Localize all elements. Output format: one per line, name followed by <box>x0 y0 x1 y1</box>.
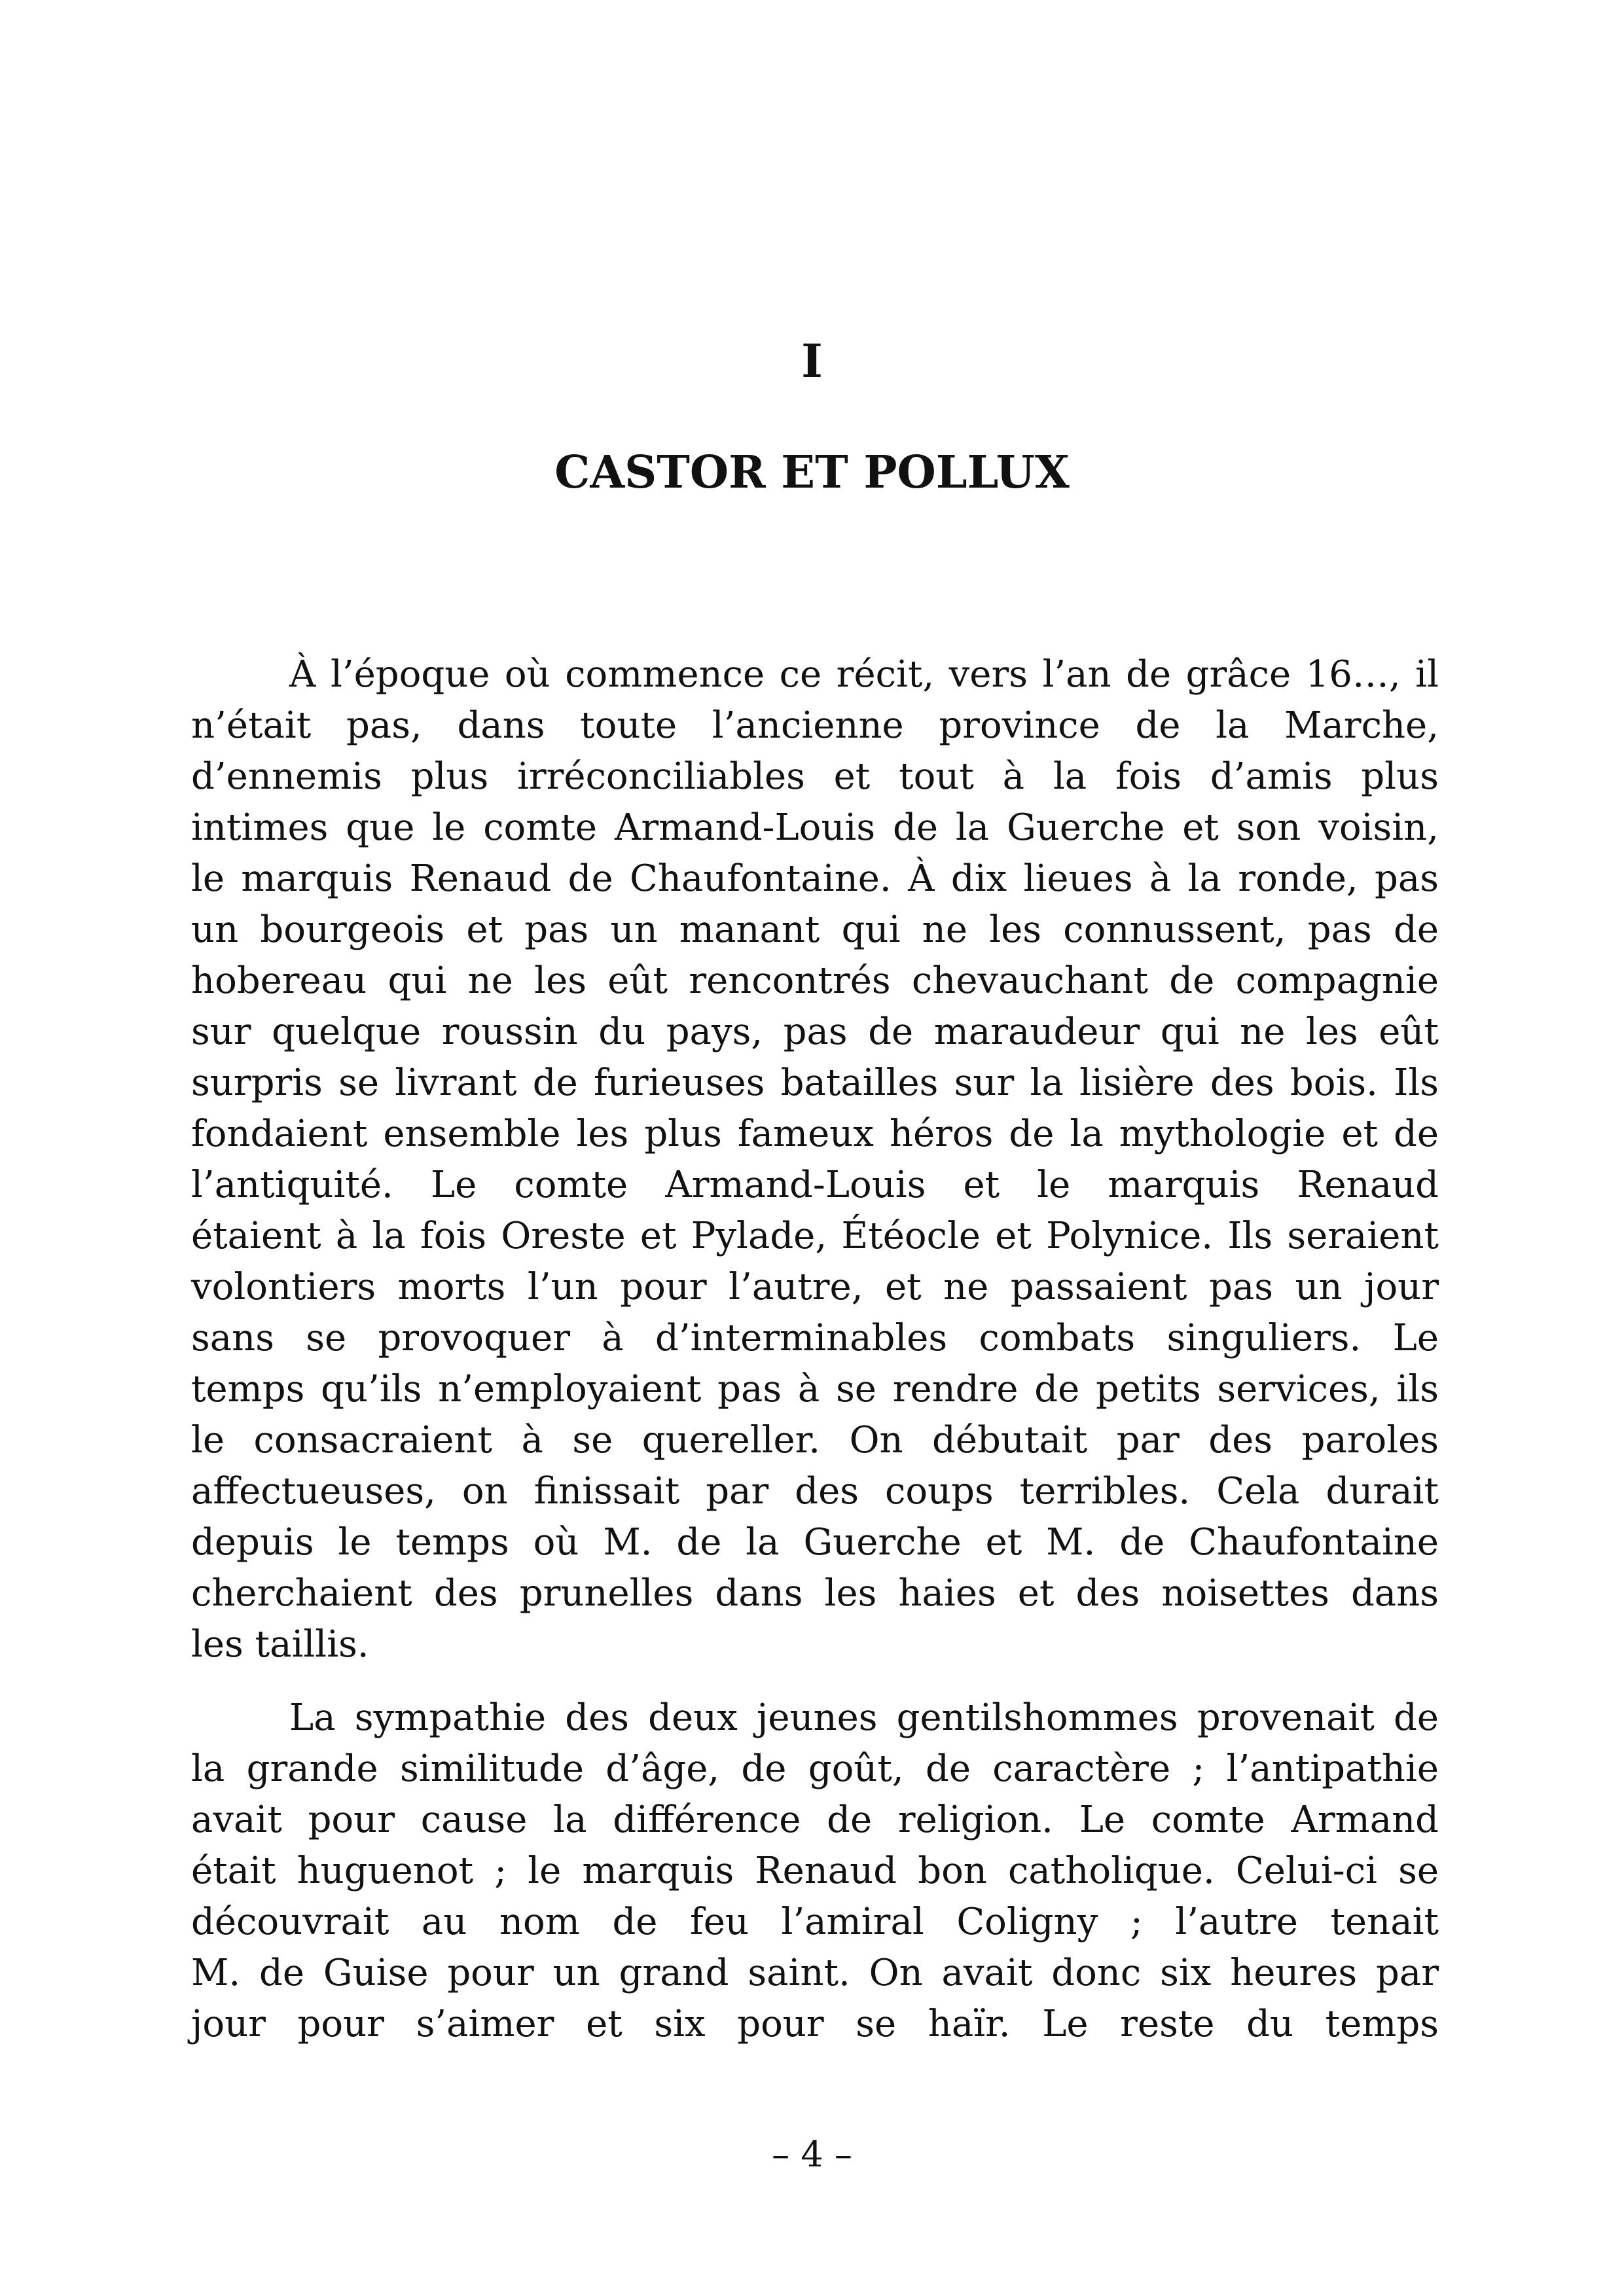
text-line: volontiers morts l’un pour l’autre, et ne passaient pas un jour <box>191 1266 1439 1308</box>
paragraph-1 <box>191 649 1439 1670</box>
text-line: le consacraient à se quereller. On débutait par des paroles <box>191 1419 1439 1462</box>
text-line: avait pour cause la différence de religion. Le comte Armand <box>191 1799 1439 1841</box>
text-line: la grande similitude d’âge, de goût, de caractère ; l’antipathie <box>191 1748 1439 1790</box>
text-line: temps qu’ils n’employaient pas à se rendre de petits services, ils <box>191 1368 1439 1410</box>
text-line: La sympathie des deux jeunes gentilshommes provenait de <box>289 1696 1439 1739</box>
text-line: étaient à la fois Oreste et Pylade, Étéocle et Polynice. Ils seraient <box>191 1215 1439 1257</box>
chapter-title: CASTOR ET POLLUX <box>554 446 1070 499</box>
text-line: un bourgeois et pas un manant qui ne les connussent, pas de <box>191 908 1439 951</box>
text-line: sur quelque roussin du pays, pas de maraudeur qui ne les eût <box>191 1011 1439 1053</box>
text-line: M. de Guise pour un grand saint. On avait donc six heures par <box>191 1952 1439 1994</box>
text-line: n’était pas, dans toute l’ancienne province de la Marche, <box>191 704 1439 747</box>
chapter-number: I <box>801 334 823 388</box>
text-line: À l’époque où commence ce récit, vers l’an de grâce 16…, il <box>289 653 1439 696</box>
text-line: était huguenot ; le marquis Renaud bon catholique. Celui-ci se <box>191 1850 1439 1892</box>
text-line: le marquis Renaud de Chaufontaine. À dix lieues à la ronde, pas <box>191 857 1439 900</box>
text-line: découvrait au nom de feu l’amiral Coligny ; l’autre tenait <box>191 1901 1439 1943</box>
text-line: affectueuses, on finissait par des coups terribles. Cela durait <box>191 1470 1439 1513</box>
paragraph-2 <box>191 1693 1439 2050</box>
text-line: jour pour s’aimer et six pour se haïr. Le reste du temps <box>191 2003 1439 2045</box>
page-number: – 4 – <box>772 2134 852 2175</box>
text-line: cherchaient des prunelles dans les haies et des noisettes dans <box>191 1572 1439 1615</box>
text-line: fondaient ensemble les plus fameux héros de la mythologie et de <box>191 1113 1439 1155</box>
text-line: depuis le temps où M. de la Guerche et M. de Chaufontaine <box>191 1521 1439 1564</box>
text-line: d’ennemis plus irréconciliables et tout à la fois d’amis plus <box>191 755 1439 798</box>
text-line: les taillis. <box>191 1623 369 1666</box>
text-line: hobereau qui ne les eût rencontrés chevauchant de compagnie <box>191 960 1439 1002</box>
text-line: surpris se livrant de furieuses batailles sur la lisière des bois. Ils <box>191 1062 1439 1104</box>
text-line: intimes que le comte Armand-Louis de la Guerche et son voisin, <box>191 806 1439 849</box>
text-line: sans se provoquer à d’interminables combats singuliers. Le <box>191 1317 1439 1359</box>
text-line: l’antiquité. Le comte Armand-Louis et le marquis Renaud <box>191 1164 1439 1206</box>
